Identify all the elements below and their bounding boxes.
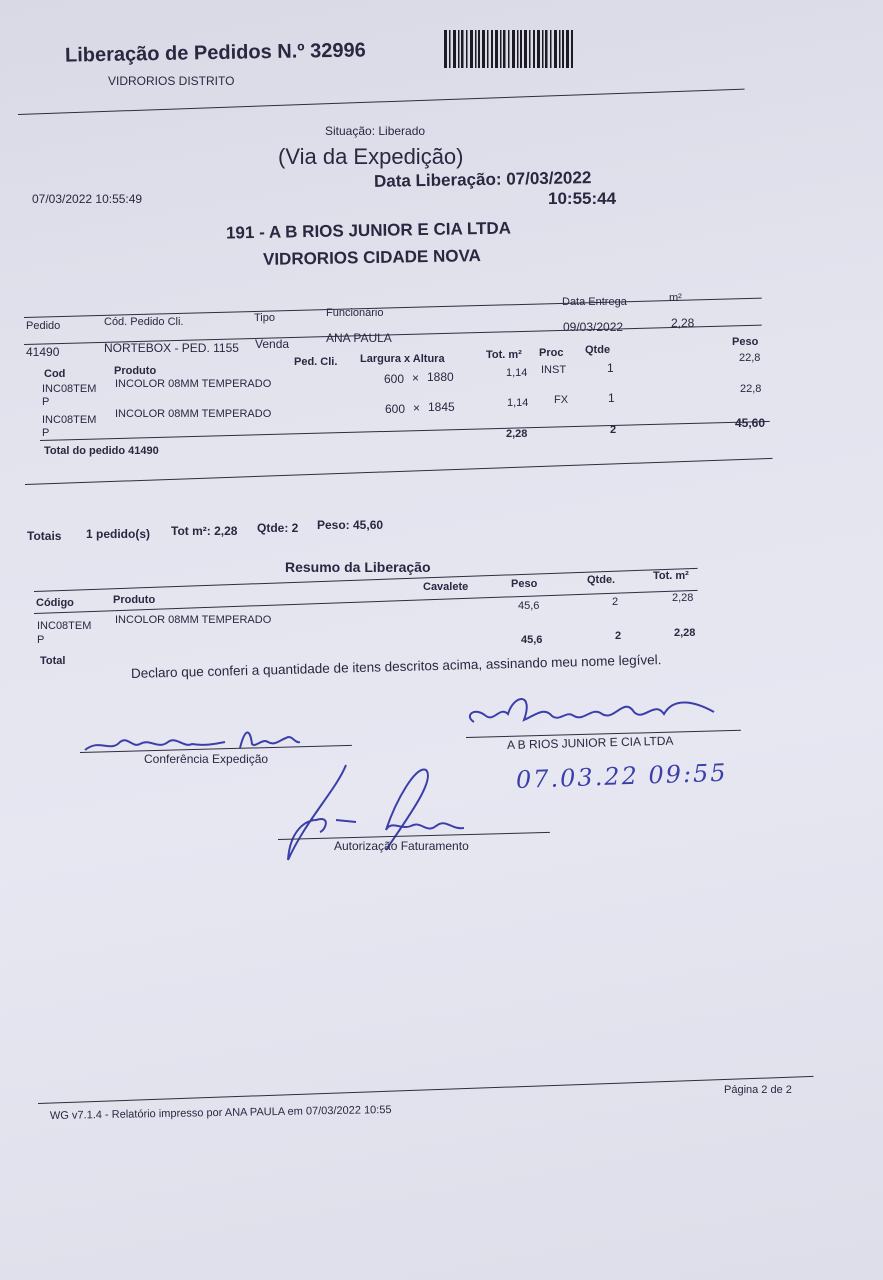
item-2-proc: FX bbox=[554, 394, 569, 406]
col-header-m2: m² bbox=[669, 292, 682, 304]
resumo-row-qtde: 2 bbox=[612, 596, 619, 608]
handwritten-date: 07.03.22 09:55 bbox=[515, 758, 729, 794]
item-2-tot-m2: 1,14 bbox=[507, 397, 529, 409]
data-liberacao: Data Liberação: 07/03/2022 bbox=[373, 168, 592, 191]
resumo-row-peso: 45,6 bbox=[518, 600, 540, 612]
resumo-header-codigo: Código bbox=[36, 597, 74, 609]
order-funcionario: ANA PAULA bbox=[326, 331, 392, 345]
resumo-row-codigo: INC08TEM bbox=[37, 620, 92, 632]
col-header-peso: Peso bbox=[732, 336, 759, 348]
col-header-funcionario: Funcionário bbox=[326, 307, 384, 319]
client-signature-label: A B RIOS JUNIOR E CIA LTDA bbox=[506, 733, 674, 752]
item-2-produto: INCOLOR 08MM TEMPERADO bbox=[115, 408, 272, 420]
divider bbox=[18, 89, 745, 115]
col-header-produto: Produto bbox=[114, 365, 157, 377]
company-name: VIDRORIOS DISTRITO bbox=[108, 74, 235, 88]
item-2-x: × bbox=[413, 401, 421, 415]
autorizacao-label: Autorização Faturamento bbox=[334, 839, 469, 853]
client-store: VIDRORIOS CIDADE NOVA bbox=[262, 246, 482, 269]
item-1-cod2: P bbox=[42, 396, 50, 408]
resumo-total-qtde: 2 bbox=[615, 630, 622, 642]
printed-timestamp: 07/03/2022 10:55:49 bbox=[32, 192, 143, 206]
item-2-altura: 1845 bbox=[428, 400, 455, 414]
order-total-peso: 45,60 bbox=[735, 416, 766, 430]
resumo-header-peso: Peso bbox=[511, 578, 538, 590]
item-2-peso: 22,8 bbox=[740, 383, 762, 395]
resumo-total-label: Total bbox=[40, 655, 66, 667]
conferencia-label: Conferência Expedição bbox=[144, 752, 269, 766]
declaration-text: Declaro que conferi a quantidade de itens descritos acima, assinando meu nome legível. bbox=[130, 652, 662, 681]
divider bbox=[24, 298, 762, 318]
order-total-tot-m2: 2,28 bbox=[506, 428, 528, 440]
document-title: Liberação de Pedidos N.º 32996 bbox=[64, 39, 366, 67]
resumo-row-tot-m2: 2,28 bbox=[672, 592, 694, 604]
resumo-header-tot-m2: Tot. m² bbox=[653, 570, 689, 582]
hora-liberacao: 10:55:44 bbox=[548, 189, 617, 208]
resumo-header-produto: Produto bbox=[113, 594, 156, 606]
item-1-peso: 22,8 bbox=[739, 352, 761, 364]
item-1-proc: INST bbox=[541, 364, 567, 376]
col-header-tot-m2: Tot. m² bbox=[486, 349, 522, 361]
item-1-tot-m2: 1,14 bbox=[506, 367, 528, 379]
footer-page: Página 2 de 2 bbox=[724, 1084, 792, 1096]
item-1-produto: INCOLOR 08MM TEMPERADO bbox=[115, 378, 272, 390]
order-data-entrega: 09/03/2022 bbox=[563, 320, 624, 334]
signature-autorizacao bbox=[276, 760, 476, 870]
item-2-cod2: P bbox=[42, 427, 50, 439]
client-name: 191 - A B RIOS JUNIOR E CIA LTDA bbox=[225, 218, 512, 243]
order-tipo: Venda bbox=[255, 337, 290, 351]
order-pedido: 41490 bbox=[26, 345, 60, 359]
totais-tot-m2: Tot m²: 2,28 bbox=[171, 524, 238, 538]
totais-pedidos: 1 pedido(s) bbox=[86, 527, 151, 541]
divider bbox=[25, 458, 773, 485]
order-total-label: Total do pedido 41490 bbox=[44, 445, 159, 457]
totais-peso: Peso: 45,60 bbox=[317, 518, 384, 532]
item-1-largura: 600 bbox=[384, 372, 405, 386]
col-header-proc: Proc bbox=[539, 347, 564, 359]
resumo-row-codigo2: P bbox=[37, 634, 45, 646]
signature-client bbox=[464, 686, 724, 736]
resumo-header-cavalete: Cavalete bbox=[423, 581, 469, 593]
totais-label: Totais bbox=[27, 529, 62, 543]
order-m2: 2,28 bbox=[671, 316, 695, 330]
resumo-total-peso: 45,6 bbox=[521, 634, 543, 646]
order-cod-pedido-cli: NORTEBOX - PED. 1155 bbox=[104, 341, 239, 355]
totais-qtde: Qtde: 2 bbox=[257, 521, 299, 535]
item-2-largura: 600 bbox=[385, 402, 406, 416]
barcode-icon bbox=[444, 28, 574, 70]
resumo-row-produto: INCOLOR 08MM TEMPERADO bbox=[115, 614, 272, 626]
resumo-title: Resumo da Liberação bbox=[285, 559, 431, 575]
col-header-qtde: Qtde bbox=[585, 344, 611, 356]
via-label: (Via da Expedição) bbox=[278, 144, 464, 169]
item-1-qtde: 1 bbox=[607, 361, 614, 375]
resumo-header-qtde: Qtde. bbox=[587, 574, 616, 586]
situacao-label: Situação: Liberado bbox=[325, 124, 426, 138]
col-header-pedido: Pedido bbox=[26, 320, 61, 332]
item-1-cod: INC08TEM bbox=[42, 383, 97, 395]
col-header-largura-altura: Largura x Altura bbox=[360, 353, 445, 365]
footer-printed-by: WG v7.1.4 - Relatório impresso por ANA PAULA em 07/03/2022 10:55 bbox=[49, 1104, 392, 1122]
item-1-altura: 1880 bbox=[427, 370, 454, 384]
col-header-cod-pedido-cli: Cód. Pedido Cli. bbox=[104, 316, 184, 328]
divider bbox=[40, 421, 770, 441]
col-header-data-entrega: Data Entrega bbox=[562, 296, 627, 308]
item-1-x: × bbox=[412, 371, 420, 385]
item-2-cod: INC08TEM bbox=[42, 414, 97, 426]
col-header-ped-cli: Ped. Cli. bbox=[294, 356, 338, 368]
order-total-qtde: 2 bbox=[610, 424, 617, 436]
resumo-total-tot-m2: 2,28 bbox=[674, 627, 696, 639]
item-2-qtde: 1 bbox=[608, 391, 615, 405]
divider bbox=[38, 1076, 814, 1104]
col-header-cod: Cod bbox=[44, 368, 66, 380]
col-header-tipo: Tipo bbox=[254, 312, 275, 324]
